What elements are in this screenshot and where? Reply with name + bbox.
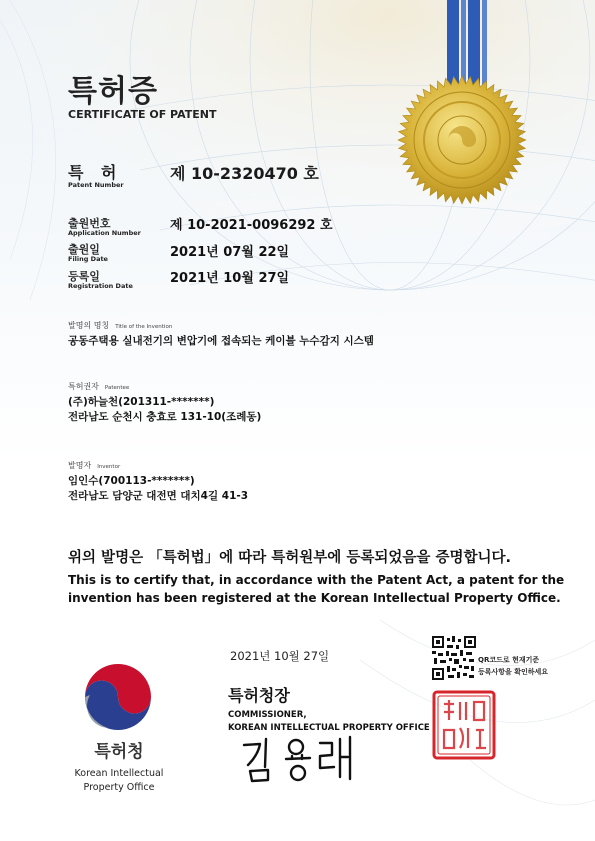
invention-title: 공동주택용 실내전기의 변압기에 접속되는 케이블 누수감지 시스템 [68, 335, 374, 347]
patentee-label [68, 381, 129, 392]
qr-instruction-1: QR코드로 현재기준 [478, 656, 540, 664]
inventor-label [68, 460, 120, 471]
kipo-name-en-1: Korean Intellectual [74, 768, 164, 779]
patent-number-value: 제 10-2320470 호 [170, 164, 319, 183]
certification-text-ko: 위의 발명은 「특허법」에 따라 특허원부에 등록되었음을 증명합니다. [68, 550, 511, 566]
kipo-name-en-2: Property Office [83, 782, 155, 793]
kipo-taegeuk-logo-icon [80, 659, 156, 735]
certification-text-en-1: This is to certify that, in accordance with the Patent Act, a patent for the [68, 573, 565, 587]
application-number-label: 출원번호 [68, 217, 111, 230]
patentee-address: 전라남도 순천시 충효로 131-10(조례동) [68, 411, 262, 423]
invention-label [68, 320, 172, 331]
patent-number-label: 특 허 [68, 163, 123, 182]
inventor-label-ko: 발명자 [68, 461, 92, 470]
official-seal-stamp [432, 690, 496, 760]
certificate-title: 특허증 [68, 74, 158, 109]
filing-date-label-en: Filing Date [68, 255, 108, 263]
commissioner-title: 특허청장 [228, 686, 290, 705]
qr-code[interactable] [432, 636, 476, 680]
commissioner-title-en-2: KOREAN INTELLECTUAL PROPERTY OFFICE [228, 723, 430, 733]
invention-label-ko: 발명의 명칭 [68, 321, 110, 330]
application-number-label-en: Application Number [68, 229, 141, 237]
inventor-label-en: Inventor [97, 464, 121, 470]
certificate-title-en: CERTIFICATE OF PATENT [68, 108, 217, 121]
commissioner-signature [240, 735, 370, 785]
invention-label-en: Title of the Invention [115, 324, 173, 330]
registration-date-value: 2021년 10월 27일 [170, 271, 290, 286]
kipo-name-ko: 특허청 [94, 742, 144, 762]
gold-seal [398, 76, 526, 204]
registration-date-label: 등록일 [68, 270, 100, 283]
patentee-name: (주)하늘천(201311-*******) [68, 396, 215, 408]
patentee-label-en: Patentee [104, 385, 130, 391]
application-number-value: 제 10-2021-0096292 호 [170, 218, 333, 233]
certification-text-en-2: invention has been registered at the Korean Intellectual Property Office. [68, 591, 561, 605]
filing-date-value: 2021년 07월 22일 [170, 245, 290, 260]
issue-date: 2021년 10월 27일 [230, 649, 330, 663]
inventor-name: 임인수(700113-*******) [68, 475, 195, 487]
patent-number-label-en: Patent Number [68, 181, 124, 189]
inventor-address: 전라남도 담양군 대전면 대치4길 41-3 [68, 490, 249, 502]
registration-date-label-en: Registration Date [68, 282, 133, 290]
qr-instruction-2: 등록사항을 확인하세요 [478, 668, 549, 676]
filing-date-label: 출원일 [68, 243, 100, 256]
commissioner-title-en-1: COMMISSIONER, [228, 710, 307, 720]
patentee-label-ko: 특허권자 [68, 382, 99, 391]
